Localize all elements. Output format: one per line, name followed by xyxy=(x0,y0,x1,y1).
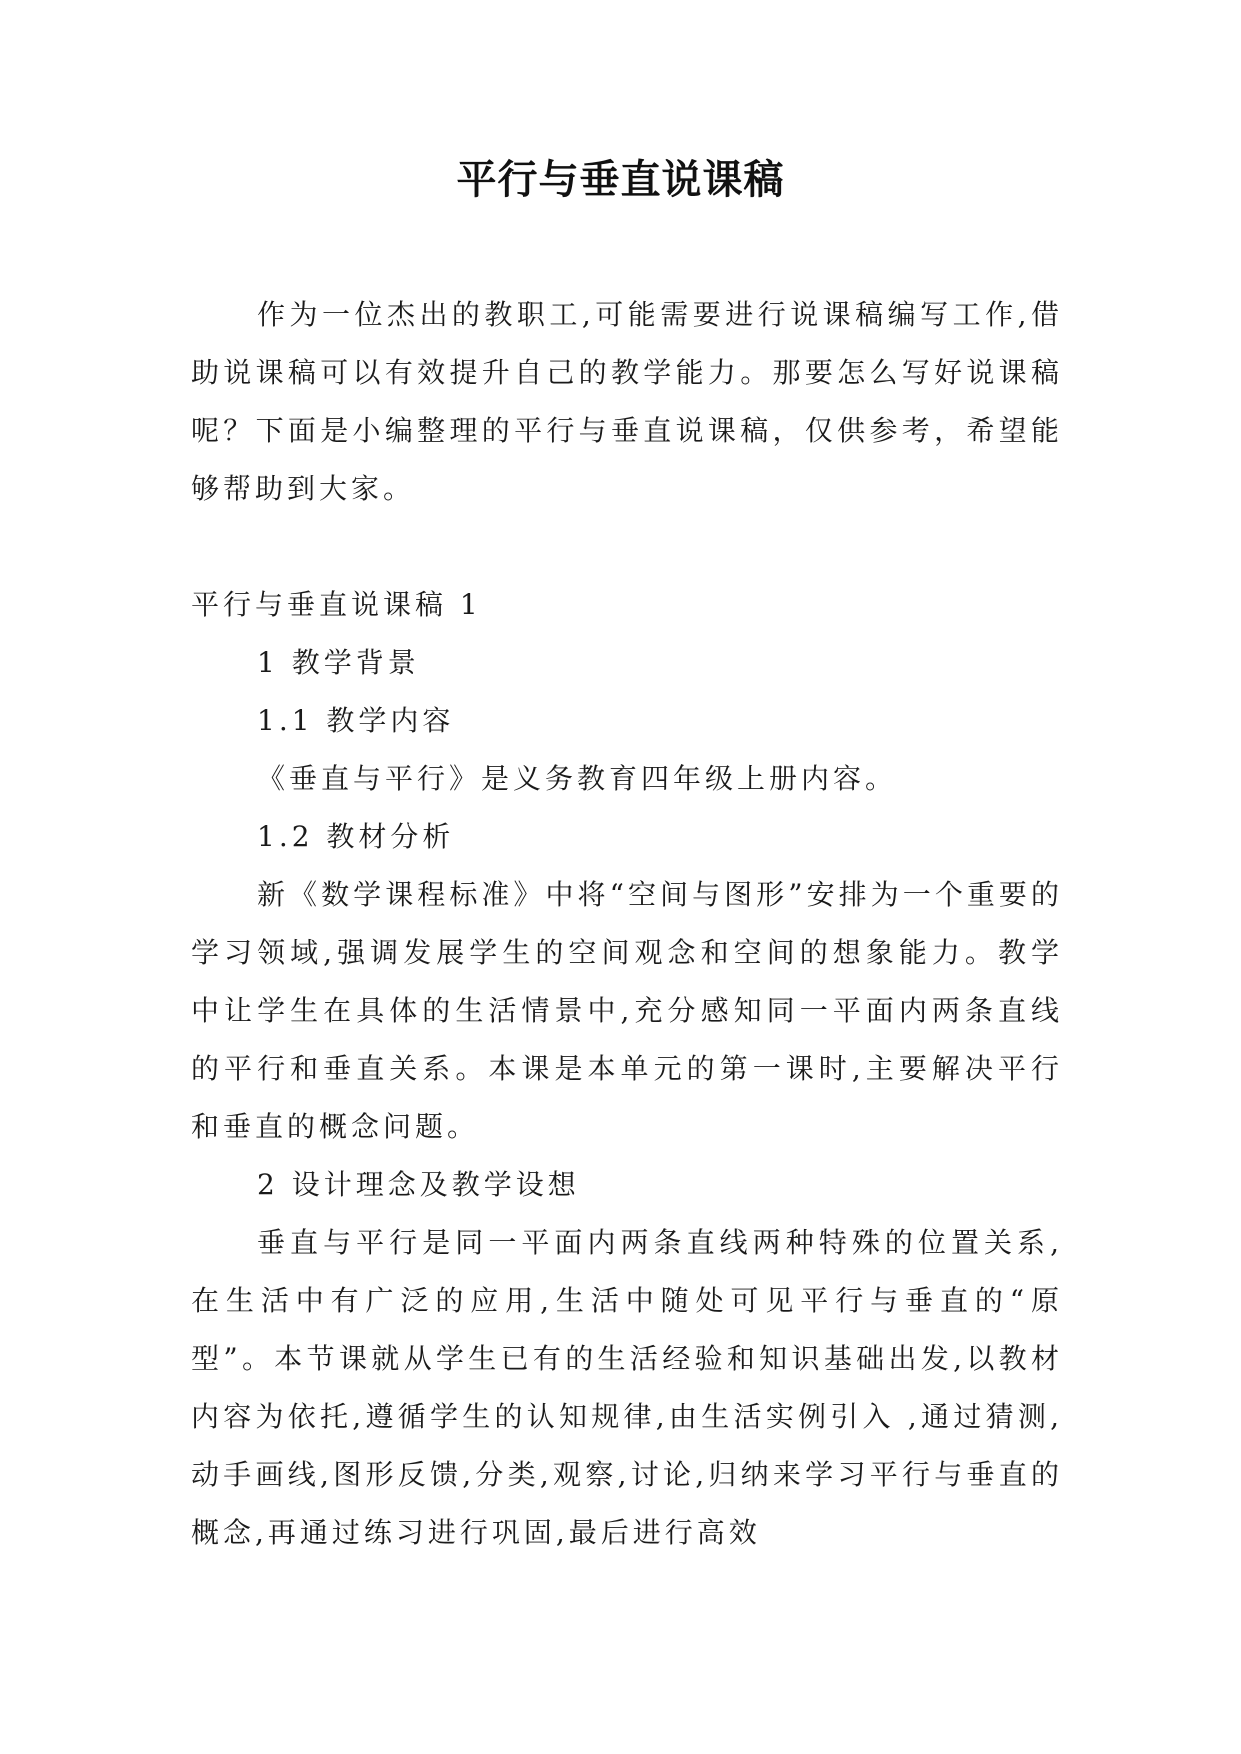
paragraph-design-concept: 垂直与平行是同一平面内两条直线两种特殊的位置关系,在生活中有广泛的应用,生活中随处可见平行与垂直的“原型”。本节课就从学生已有的生活经验和知识基础出发,以教材内容为依托,遵循学生的认知规律,由生活实例引入 ,通过猜测,动手画线,图形反馈,分类,观察,讨论,归纳来学习平行与垂直的概念,再通过练习进行巩固,最后进行高效 xyxy=(191,1226,1063,1549)
heading-textbook-analysis: 1.2 教材分析 xyxy=(257,820,455,853)
paragraph-textbook-analysis: 新《数学课程标准》中将“空间与图形”安排为一个重要的学习领域,强调发展学生的空间观念和空间的想象能力。教学中让学生在具体的生活情景中,充分感知同一平面内两条直线的平行和垂直关系。本课是本单元的第一课时,主要解决平行和垂直的概念问题。 xyxy=(191,878,1063,1143)
intro-paragraph: 作为一位杰出的教职工,可能需要进行说课稿编写工作,借助说课稿可以有效提升自己的教学能力。那要怎么写好说课稿呢？下面是小编整理的平行与垂直说课稿，仅供参考，希望能够帮助到大家。 xyxy=(191,298,1063,505)
heading-teaching-background: 1 教学背景 xyxy=(257,646,420,679)
heading-teaching-content: 1.1 教学内容 xyxy=(257,704,455,737)
paragraph-teaching-content: 《垂直与平行》是义务教育四年级上册内容。 xyxy=(257,762,898,795)
document-title: 平行与垂直说课稿 xyxy=(456,157,785,203)
heading-design-concept: 2 设计理念及教学设想 xyxy=(257,1168,580,1201)
content-block xyxy=(191,576,1063,1562)
section-title: 平行与垂直说课稿 1 xyxy=(191,588,482,621)
intro-block xyxy=(191,286,1063,518)
